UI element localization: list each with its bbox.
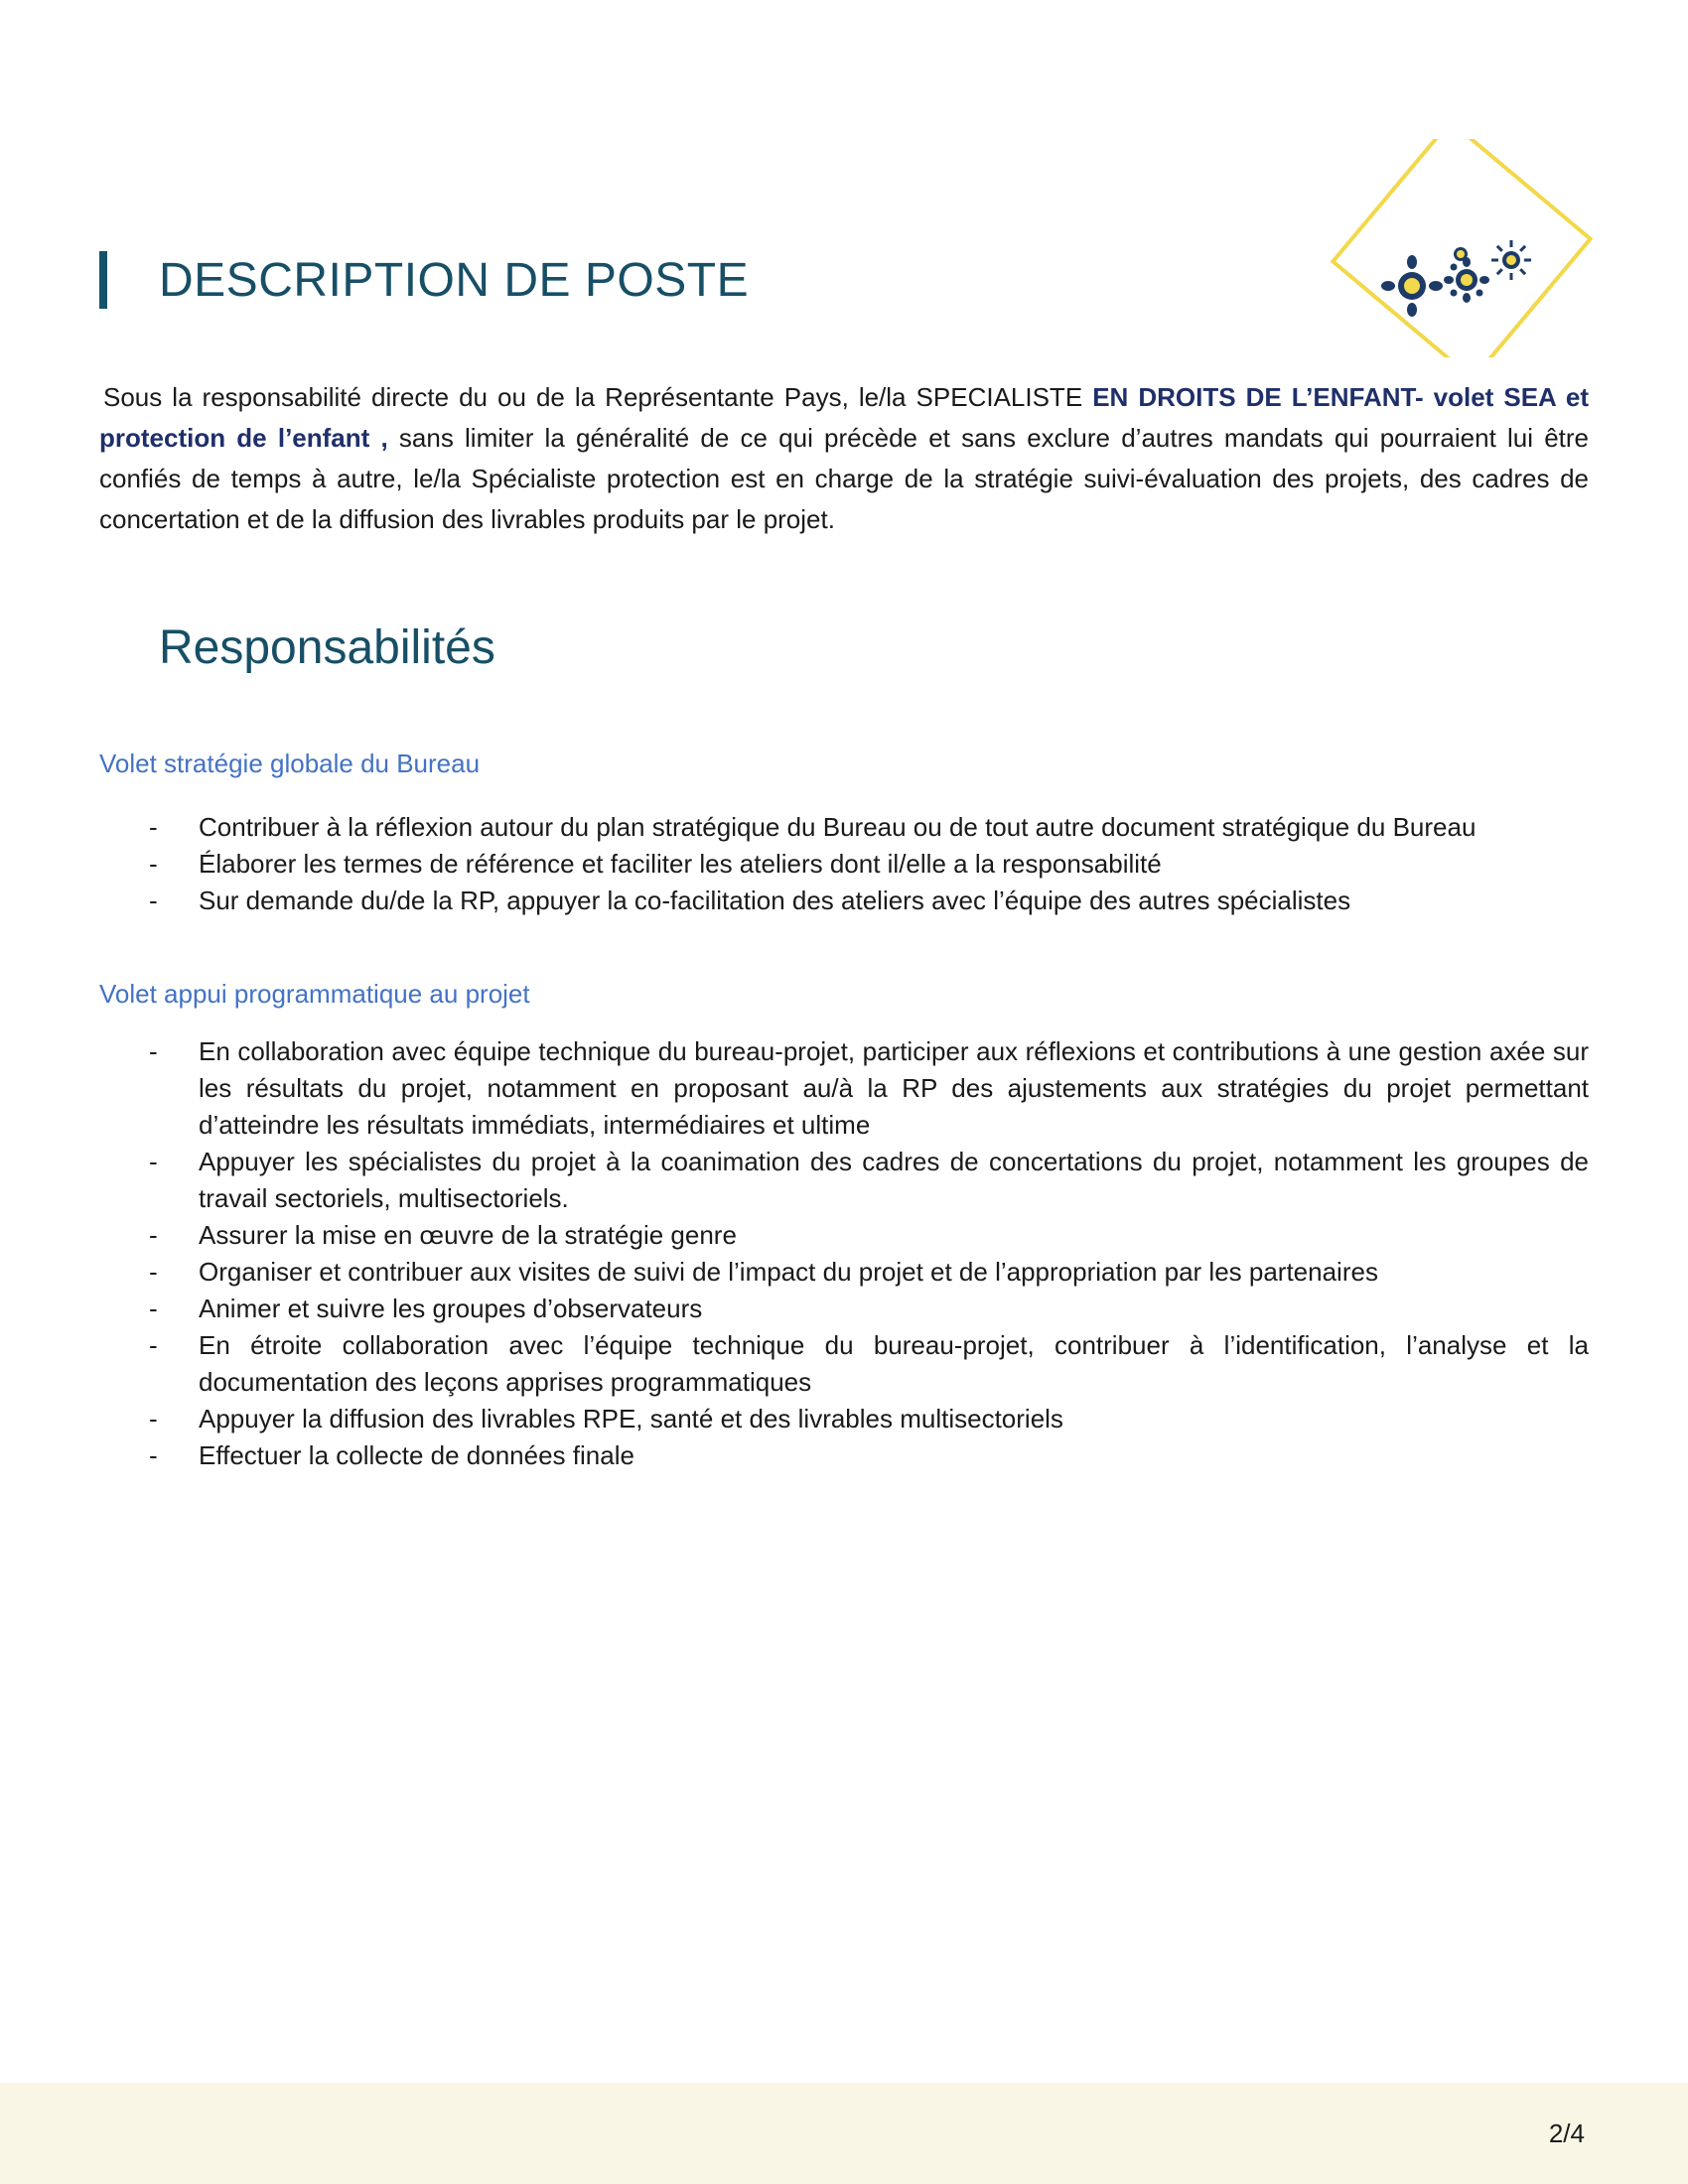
list-item-text: Effectuer la collecte de données finale	[199, 1440, 634, 1470]
list-item-text: Appuyer les spécialistes du projet à la coanimation des cadres de concertations du projet, notamment les groupes de travail sectoriels, multisectoriels.	[199, 1147, 1589, 1213]
list-item-text: Assurer la mise en œuvre de la stratégie genre	[199, 1220, 737, 1250]
list-item-text: En étroite collaboration avec l’équipe technique du bureau-projet, contribuer à l’identification, l’analyse et la documentation des leçons apprises programmatiques	[199, 1330, 1589, 1397]
list-item	[99, 1254, 1589, 1291]
page-number: 2/4	[1548, 2118, 1585, 2148]
list-item-text: Sur demande du/de la RP, appuyer la co-facilitation des ateliers avec l’équipe des autres spécialistes	[199, 886, 1351, 915]
list-item	[99, 1144, 1589, 1217]
sun-flower-logo-icon	[1321, 139, 1599, 357]
list-item	[99, 1401, 1589, 1437]
responsibilities-title: Responsabilités	[159, 621, 495, 674]
subheading-program-support: Volet appui programmatique au projet	[99, 979, 530, 1009]
intro-text-end: sans limiter la généralité de ce qui précède et sans exclure d’autres mandats qui pourraient lui être confiés de temps à autre, le/la Spécialiste protection est en charge de la stratégie suivi-évaluation des projets, des cadres de concertation et de la diffusion des livrables produits par le projet.	[99, 423, 1589, 534]
list-marker: -	[149, 1220, 158, 1250]
list-item	[99, 1437, 1589, 1474]
list-item	[99, 1327, 1589, 1401]
list-marker: -	[149, 849, 158, 879]
list-marker: -	[149, 1257, 158, 1287]
page-footer	[0, 2083, 1688, 2184]
list-item-text: Organiser et contribuer aux visites de suivi de l’impact du projet et de l’appropriation par les partenaires	[199, 1257, 1378, 1287]
list-marker: -	[149, 1404, 158, 1433]
list-marker: -	[149, 1330, 158, 1360]
title-accent-bar	[99, 251, 107, 309]
section-header	[99, 250, 749, 310]
list-item	[99, 883, 1589, 919]
list-item	[99, 846, 1589, 883]
list-item-text: Élaborer les termes de référence et faciliter les ateliers dont il/elle a la responsabilité	[199, 849, 1162, 879]
list-marker: -	[149, 886, 158, 915]
list-item-text: Contribuer à la réflexion autour du plan stratégique du Bureau ou de tout autre document stratégique du Bureau	[199, 812, 1477, 842]
list-marker: -	[149, 1147, 158, 1176]
list-marker: -	[149, 1036, 158, 1066]
subheading-strategy: Volet stratégie globale du Bureau	[99, 749, 481, 778]
page-title: DESCRIPTION DE POSTE	[159, 253, 750, 307]
list-marker: -	[149, 812, 158, 842]
strategy-list	[99, 809, 1589, 919]
intro-paragraph	[99, 377, 1589, 540]
intro-text-start: Sous la responsabilité directe du ou de la Représentante Pays, le/la SPECIALISTE	[103, 382, 1093, 412]
list-marker: -	[149, 1294, 158, 1323]
list-item-text: En collaboration avec équipe technique du bureau-projet, participer aux réflexions et contributions à une gestion axée sur les résultats du projet, notamment en proposant au/à la RP des ajustements aux stratégies du projet permettant d’atteindre les résultats immédiats, intermédiaires et ultime	[199, 1036, 1589, 1140]
list-item-text: Appuyer la diffusion des livrables RPE, santé et des livrables multisectoriels	[199, 1404, 1063, 1433]
program-support-list	[99, 1033, 1589, 1474]
list-item-text: Animer et suivre les groupes d’observateurs	[199, 1294, 703, 1323]
list-item	[99, 1217, 1589, 1254]
list-marker: -	[149, 1440, 158, 1470]
list-item	[99, 809, 1589, 846]
list-item	[99, 1033, 1589, 1144]
list-item	[99, 1291, 1589, 1327]
intro-bold-role: EN DROITS DE L’ENFANT- volet SEA et protection de l’enfant ,	[99, 382, 1589, 453]
